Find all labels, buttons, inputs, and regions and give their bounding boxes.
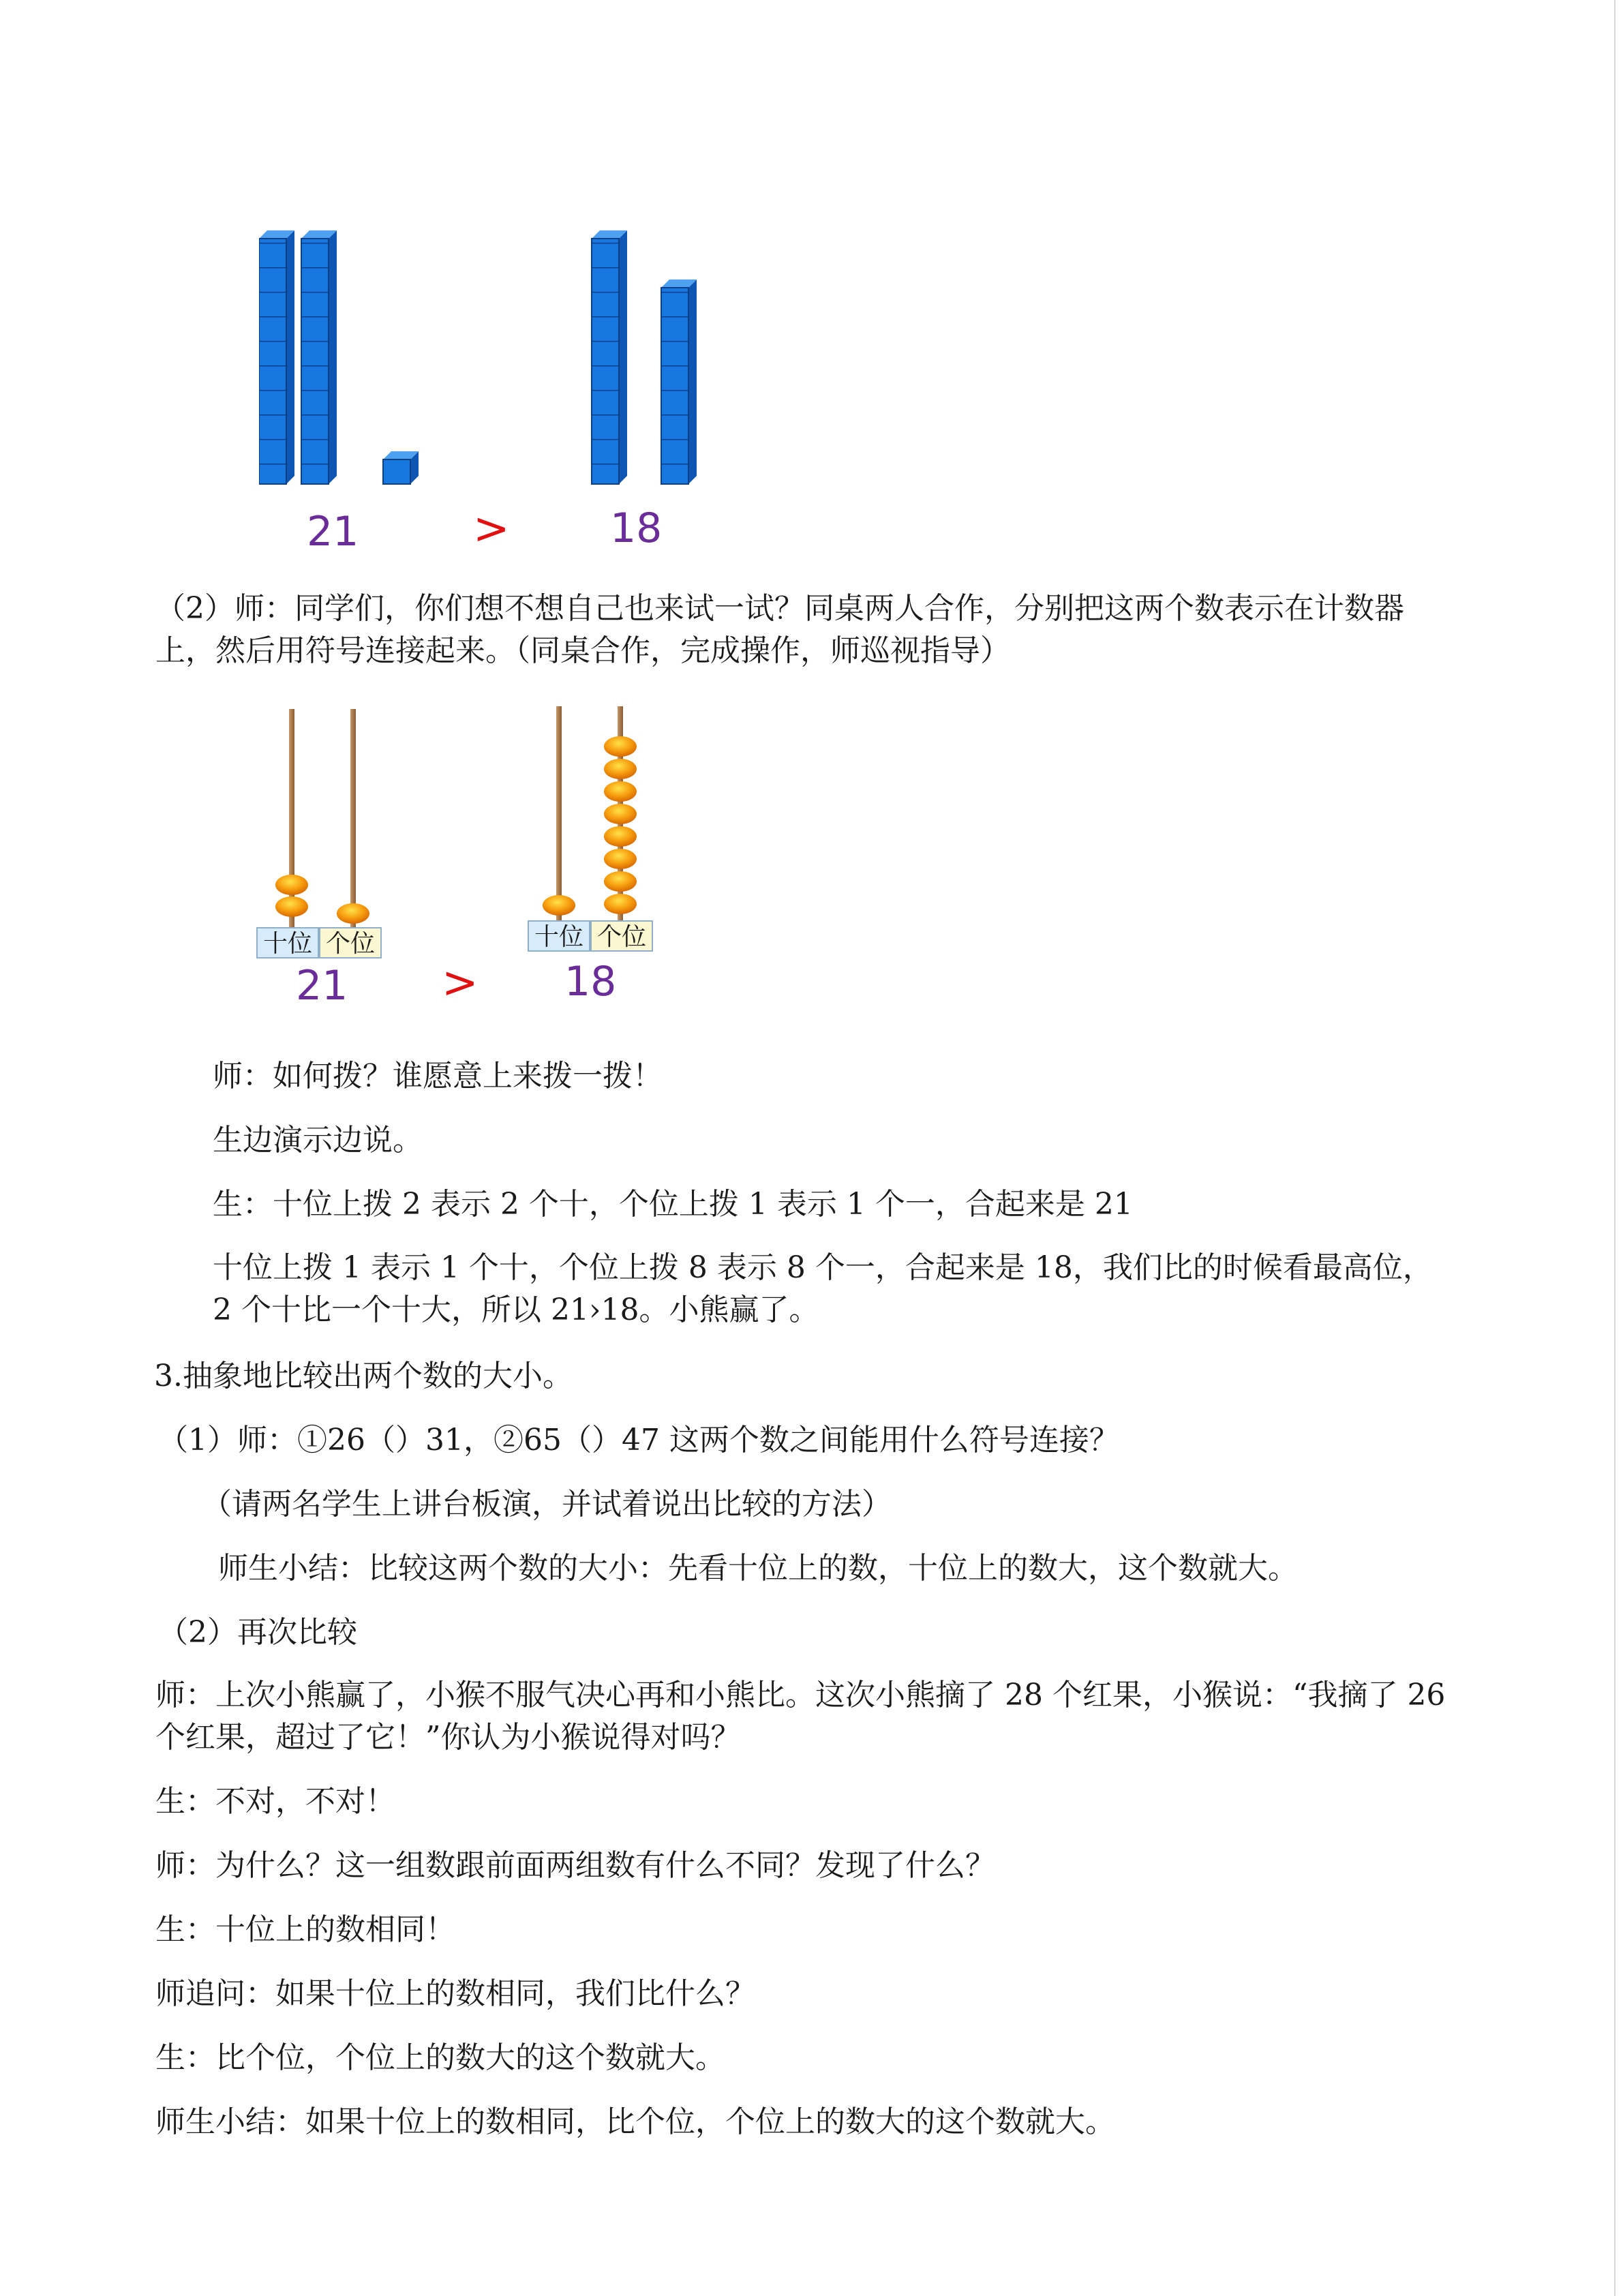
bead <box>604 826 637 847</box>
ten-rod-left-1 <box>259 230 294 484</box>
abacus-right-number: 18 <box>564 958 617 1006</box>
base-ten-blocks-figure <box>259 218 736 504</box>
left-ones-label: 个位 <box>319 927 382 958</box>
line-12: 师：为什么？这一组数跟前面两组数有什么不同？发现了什么？ <box>155 1848 995 1883</box>
line-1: 师：如何拨？谁愿意上来拨一拨！ <box>213 1059 663 1093</box>
bead <box>604 894 637 914</box>
unit-cube-left <box>383 451 419 484</box>
right-tens-label: 十位 <box>528 920 590 952</box>
ten-rod-left-2 <box>301 230 337 484</box>
left-tens-label: 十位 <box>256 927 319 958</box>
bead <box>604 871 637 892</box>
bead <box>604 804 637 824</box>
line-10: 师：上次小熊赢了，小猴不服气决心再和小熊比。这次小熊摘了 28 个红果，小猴说：“我摘了 26 个红果，超过了它！”你认为小猴说得对吗？ <box>155 1678 1446 1755</box>
line-14: 师追问：如果十位上的数相同，我们比什么？ <box>155 1976 755 2011</box>
ten-rod-right <box>592 230 627 484</box>
line-6: （1）师：①26（）31，②65（）47 这两个数之间能用什么符号连接？ <box>158 1423 1119 1457</box>
bead <box>604 736 637 757</box>
left-ones-rod <box>350 709 356 928</box>
abacus-figure <box>245 702 682 934</box>
bead <box>543 895 575 916</box>
line-9: （2）再次比较 <box>158 1615 357 1650</box>
line-5: 3.抽象地比较出两个数的大小。 <box>154 1359 573 1393</box>
abacus-greater-than: > <box>442 958 479 1008</box>
bead <box>337 903 369 924</box>
line-7: （请两名学生上讲台板演，并试着说出比较的方法） <box>202 1487 892 1522</box>
abacus-left-number: 21 <box>296 962 348 1010</box>
left-tens-rod <box>289 709 294 928</box>
bead <box>275 896 308 917</box>
right-tens-rod <box>556 706 562 922</box>
line-2: 生边演示边说。 <box>213 1123 423 1158</box>
line-15: 生：比个位，个位上的数大的这个数就大。 <box>155 2040 725 2075</box>
right-ones-label: 个位 <box>590 920 653 952</box>
blocks-left-number: 21 <box>307 508 359 556</box>
line-8: 师生小结：比较这两个数的大小：先看十位上的数，十位上的数大，这个数就大。 <box>218 1551 1298 1586</box>
line-13: 生：十位上的数相同！ <box>155 1912 455 1947</box>
units-column-right <box>661 280 697 484</box>
bead <box>604 781 637 802</box>
blocks-right-number: 18 <box>610 504 663 552</box>
line-16: 师生小结：如果十位上的数相同，比个位，个位上的数大的这个数就大。 <box>155 2104 1115 2139</box>
bead <box>604 759 637 779</box>
line-3: 生：十位上拨 2 表示 2 个十，个位上拨 1 表示 1 个一，合起来是 21 <box>213 1187 1133 1222</box>
bead <box>604 849 637 869</box>
page-edge-line <box>1614 0 1616 2296</box>
line-11: 生：不对，不对！ <box>155 1784 395 1819</box>
blocks-greater-than: > <box>473 504 510 554</box>
paragraph-2: （2）师：同学们，你们想不想自己也来试一试？同桌两人合作，分别把这两个数表示在计数器上，然后用符号连接起来。（同桌合作，完成操作，师巡视指导） <box>155 591 1404 668</box>
bead <box>275 875 308 895</box>
line-4: 十位上拨 1 表示 1 个十，个位上拨 8 表示 8 个一，合起来是 18，我们比的时候看最高位，2 个十比一个十大，所以 21›18。小熊赢了。 <box>213 1250 1433 1327</box>
